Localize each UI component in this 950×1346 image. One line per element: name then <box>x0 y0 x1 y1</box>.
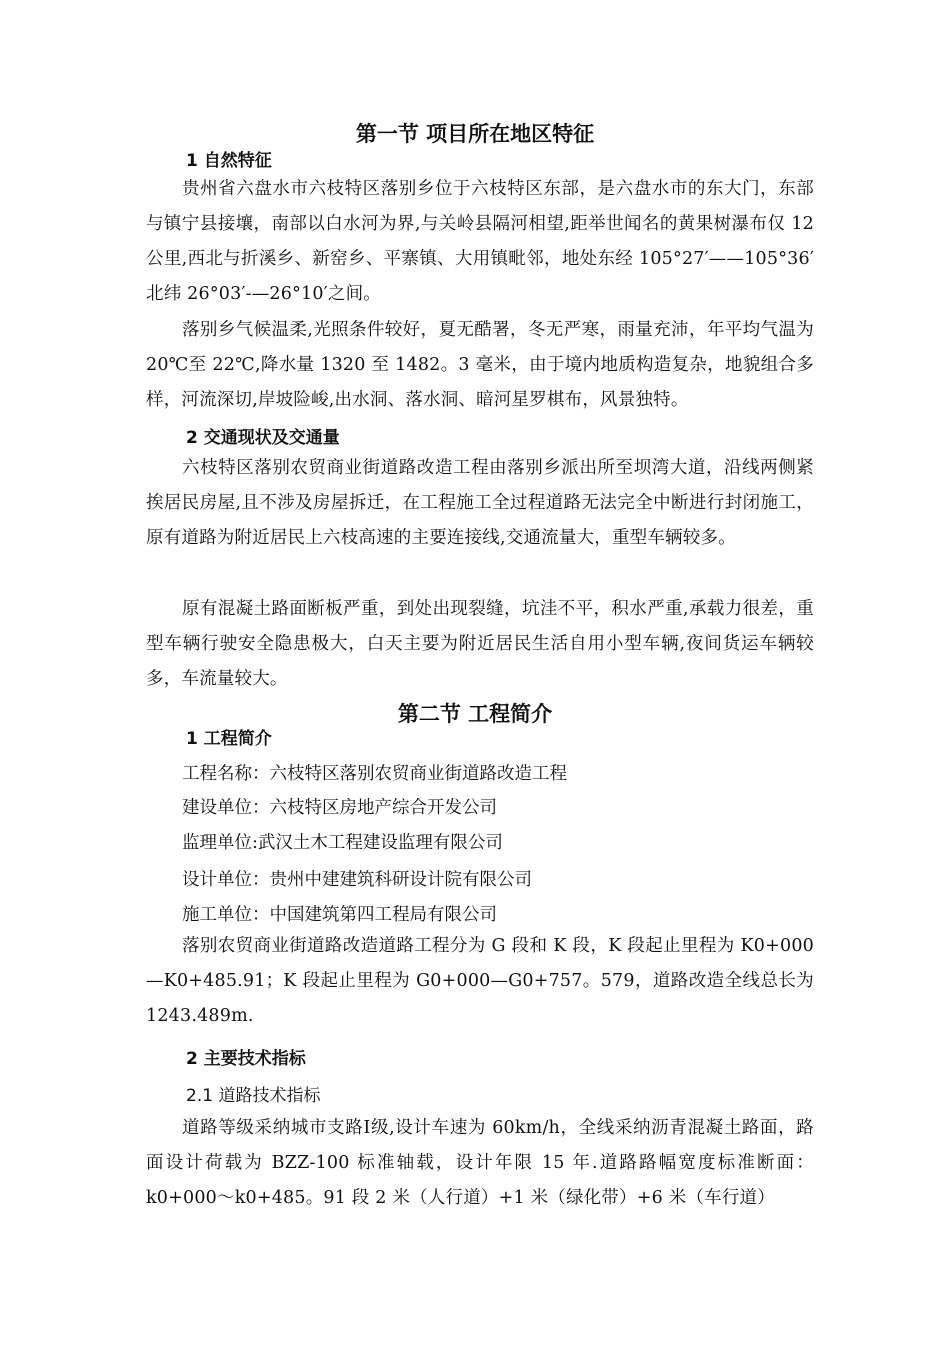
traffic-heading: 2 交通现状及交通量 <box>186 428 340 448</box>
natural-features-heading: 1 自然特征 <box>186 151 272 171</box>
section-2-title: 第二节 工程简介 <box>397 702 553 726</box>
natural-features-paragraph-2: 落别乡气候温柔,光照条件较好，夏无酷署，冬无严寒，雨量充沛，年平均气温为 20℃至 22℃,降水量 1320 至 1482。3 毫米，由于境内地质构造复杂，地貌组合多样，河流深切,岸坡险峻,出水洞、落水洞、暗河星罗棋布，风景独特。 <box>146 320 814 410</box>
project-intro-heading: 1 工程简介 <box>186 729 272 749</box>
contractor-line: 施工单位：中国建筑第四工程局有限公司 <box>182 905 497 925</box>
road-indicators-paragraph: 道路等级采纳城市支路Ⅰ级,设计车速为 60km/h，全线采纳沥青混凝土路面，路面设计荷载为 BZZ-100 标准轴载，设计年限 15 年.道路路幅宽度标准断面：k0+000～k0+485。91 段 2 米（人行道）+1 米（绿化带）+6 米（车行道） <box>146 1118 814 1208</box>
section-1-title: 第一节 项目所在地区特征 <box>355 122 595 146</box>
supervisor-line: 监理单位:武汉土木工程建设监理有限公司 <box>182 833 503 853</box>
technical-indicators-heading: 2 主要技术指标 <box>186 1049 306 1069</box>
road-indicators-heading: 2.1 道路技术指标 <box>186 1086 321 1106</box>
traffic-paragraph-1: 六枝特区落别农贸商业街道路改造工程由落别乡派出所至坝湾大道，沿线两侧紧挨居民房屋,且不涉及房屋拆迁，在工程施工全过程道路无法完全中断进行封闭施工，原有道路为附近居民上六枝高速的主要连接线,交通流量大，重型车辆较多。 <box>146 458 814 548</box>
designer-line: 设计单位：贵州中建建筑科研设计院有限公司 <box>182 870 532 890</box>
project-name-line: 工程名称：六枝特区落别农贸商业街道路改造工程 <box>182 764 567 784</box>
traffic-paragraph-2: 原有混凝土路面断板严重，到处出现裂缝，坑洼不平，积水严重,承载力很差，重型车辆行驶安全隐患极大，白天主要为附近居民生活自用小型车辆,夜间货运车辆较多，车流量较大。 <box>146 599 814 689</box>
builder-line: 建设单位：六枝特区房地产综合开发公司 <box>182 798 497 818</box>
natural-features-paragraph-1: 贵州省六盘水市六枝特区落别乡位于六枝特区东部，是六盘水市的东大门，东部与镇宁县接壤，南部以白水河为界,与关岭县隔河相望,距举世闻名的黄果树瀑布仅 12 公里,西北与折溪乡、新窑乡、平寨镇、大用镇毗邻，地处东经 105°27′——105°36′北纬 26°03′-—26°10′之间。 <box>146 179 814 304</box>
sections-paragraph: 落别农贸商业街道路改造道路工程分为 G 段和 K 段，K 段起止里程为 K0+000—K0+485.91；K 段起止里程为 G0+000—G0+757。579，道路改造全线总长为 1243.489m. <box>146 936 814 1026</box>
